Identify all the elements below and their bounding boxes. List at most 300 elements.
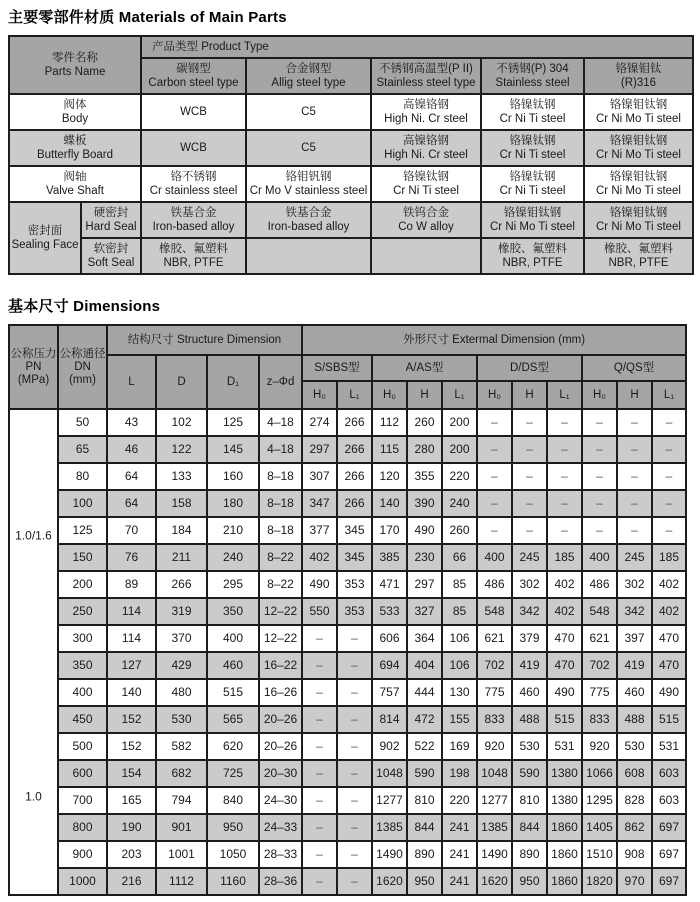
d1-cell: 725 [207, 760, 259, 787]
as-h-cell: 327 [407, 598, 442, 625]
qs-h0-cell: 920 [582, 733, 617, 760]
material-zh: 铁钨合金 [403, 207, 449, 219]
d1-cell: 1160 [207, 868, 259, 895]
dn-cell: 500 [58, 733, 107, 760]
d1-cell: 210 [207, 517, 259, 544]
qs-h-cell: – [617, 490, 652, 517]
material-zh: 铬镍钼钛钢 [503, 207, 562, 219]
l-cell: 203 [107, 841, 156, 868]
d1-cell: 460 [207, 652, 259, 679]
sbs-h0-cell: – [302, 841, 337, 868]
d1-cell: 125 [207, 409, 259, 436]
materials-title: 主要零部件材质 Materials of Main Parts [8, 9, 287, 26]
qs-l1-cell: 470 [652, 625, 686, 652]
l-cell: 114 [107, 598, 156, 625]
d-cell: 319 [156, 598, 207, 625]
dn-cell: 80 [58, 463, 107, 490]
dn-cell: 150 [58, 544, 107, 571]
l-cell: 216 [107, 868, 156, 895]
d-cell: 480 [156, 679, 207, 706]
part-name-cell [9, 94, 141, 130]
material-en: Cr Ni Ti steel [393, 185, 459, 197]
d1-cell: 295 [207, 571, 259, 598]
ds-l1-cell: 402 [547, 571, 582, 598]
soft-seal-cell [81, 238, 141, 274]
material-en: High Ni. Cr steel [384, 113, 468, 125]
sbs-h0-cell: 550 [302, 598, 337, 625]
material-cell [141, 238, 246, 274]
parts-name-zh: 零件名称 [52, 52, 98, 64]
ds-l1-cell: – [547, 436, 582, 463]
sbs-l1-cell: 266 [337, 436, 372, 463]
qs-l1-cell: 697 [652, 841, 686, 868]
ds-h0-cell: 920 [477, 733, 512, 760]
seal-type-zh: 硬密封 [93, 207, 129, 219]
as-l1-cell: 106 [442, 625, 477, 652]
ds-h-cell: 460 [512, 679, 547, 706]
d1-cell: 515 [207, 679, 259, 706]
qs-h0-cell: 775 [582, 679, 617, 706]
as-h-cell: 364 [407, 625, 442, 652]
materials-row-body [9, 94, 693, 130]
d1-cell: 160 [207, 463, 259, 490]
dn-cell: 600 [58, 760, 107, 787]
material-cell [246, 202, 371, 238]
d1-col-header: D₁ [207, 355, 259, 409]
as-l1-cell: 198 [442, 760, 477, 787]
as-l1-cell: 220 [442, 463, 477, 490]
ds-h0-cell: 702 [477, 652, 512, 679]
sbs-l1-cell: – [337, 868, 372, 895]
material-zh: WCB [180, 106, 207, 118]
col-header-en: Carbon steel type [148, 77, 239, 89]
col-header-alloy-steel [246, 58, 371, 94]
material-zh: 橡胶、氟塑料 [604, 243, 673, 255]
sbs-l1-cell: 353 [337, 571, 372, 598]
d1-cell: 620 [207, 733, 259, 760]
dimension-row [9, 625, 686, 652]
ds-h0-cell: 1620 [477, 868, 512, 895]
material-cell [584, 94, 693, 130]
d-cell: 582 [156, 733, 207, 760]
material-cell [371, 94, 481, 130]
sbs-h0-cell: – [302, 733, 337, 760]
ds-l1-cell: – [547, 490, 582, 517]
material-en: Cr stainless steel [149, 185, 238, 197]
col-header-zh: 不锈钢高温型(P II) [379, 63, 473, 75]
dn-header-unit: (mm) [69, 373, 96, 386]
d-cell: 901 [156, 814, 207, 841]
ds-h0-cell: 1277 [477, 787, 512, 814]
material-cell [481, 166, 584, 202]
dimension-row [9, 490, 686, 517]
sbs-h0-cell: – [302, 706, 337, 733]
as-h0-cell: 902 [372, 733, 407, 760]
as-h0-cell: 1490 [372, 841, 407, 868]
material-cell [141, 166, 246, 202]
as-h-cell: 260 [407, 409, 442, 436]
ds-h-cell: 245 [512, 544, 547, 571]
d1-cell: 565 [207, 706, 259, 733]
col-header-r316 [584, 58, 693, 94]
qs-h0-cell: 702 [582, 652, 617, 679]
l-cell: 190 [107, 814, 156, 841]
qs-l1-cell: 531 [652, 733, 686, 760]
pn-value-group-2: 1.0 [25, 789, 42, 804]
material-zh: 橡胶、氟塑料 [498, 243, 567, 255]
qs-l1-cell: – [652, 409, 686, 436]
material-en: NBR, PTFE [502, 257, 563, 269]
dimension-row [9, 868, 686, 895]
as-l1-cell: 169 [442, 733, 477, 760]
sbs-h0-cell: 402 [302, 544, 337, 571]
col-header-stainless-high-temp [371, 58, 481, 94]
dimensions-header-row-2 [9, 355, 686, 381]
as-l1-header: L₁ [442, 381, 477, 409]
ds-h0-cell: 1490 [477, 841, 512, 868]
dn-cell: 125 [58, 517, 107, 544]
qs-l1-cell: 470 [652, 652, 686, 679]
ds-h0-cell: – [477, 490, 512, 517]
qs-h-cell: – [617, 436, 652, 463]
as-h0-cell: 1385 [372, 814, 407, 841]
d1-cell: 400 [207, 625, 259, 652]
qs-h-cell: 828 [617, 787, 652, 814]
as-h0-cell: 606 [372, 625, 407, 652]
material-en: Cr Ni Ti steel [499, 185, 566, 197]
zd-cell: 20–26 [259, 733, 302, 760]
qs-h-cell: 342 [617, 598, 652, 625]
material-en: Cr Ni Ti steel [499, 149, 566, 161]
as-l1-cell: 241 [442, 868, 477, 895]
qs-h0-cell: 400 [582, 544, 617, 571]
sbs-l1-cell: – [337, 706, 372, 733]
part-name-zh: 密封面 [27, 225, 63, 237]
material-en: Cr Ni Mo Ti steel [596, 149, 681, 161]
d1-cell: 145 [207, 436, 259, 463]
l-col-header: L [107, 355, 156, 409]
as-h0-cell: 115 [372, 436, 407, 463]
material-cell [584, 166, 693, 202]
d1-cell: 350 [207, 598, 259, 625]
material-zh: 高镍铬钢 [403, 99, 449, 111]
l-cell: 76 [107, 544, 156, 571]
qs-l1-header: L₁ [652, 381, 686, 409]
qs-h-cell: 460 [617, 679, 652, 706]
material-en: Cr Mo V stainless steel [249, 185, 368, 197]
qs-h-cell: 908 [617, 841, 652, 868]
parts-name-en: Parts Name [44, 66, 106, 78]
ds-h0-cell: 1385 [477, 814, 512, 841]
qs-l1-cell: – [652, 436, 686, 463]
as-l1-cell: 220 [442, 787, 477, 814]
sbs-l1-cell: – [337, 841, 372, 868]
seal-type-zh: 软密封 [93, 243, 129, 255]
material-cell [246, 94, 371, 130]
material-zh: WCB [180, 142, 207, 154]
d-cell: 429 [156, 652, 207, 679]
zd-cell: 16–26 [259, 679, 302, 706]
ds-h0-cell: 775 [477, 679, 512, 706]
as-h-cell: 355 [407, 463, 442, 490]
hard-seal-cell [81, 202, 141, 238]
zd-cell: 4–18 [259, 436, 302, 463]
qs-l1-cell: – [652, 490, 686, 517]
sbs-l1-cell: 345 [337, 517, 372, 544]
dn-header-symbol: DN [74, 360, 91, 373]
as-h-cell: 280 [407, 436, 442, 463]
ds-h0-cell: – [477, 517, 512, 544]
material-zh: 橡胶、氟塑料 [159, 243, 228, 255]
d-cell: 266 [156, 571, 207, 598]
qs-h0-cell: 833 [582, 706, 617, 733]
ds-l1-cell: 1860 [547, 814, 582, 841]
ds-l1-header: L₁ [547, 381, 582, 409]
as-l1-cell: 66 [442, 544, 477, 571]
sbs-h0-cell: – [302, 652, 337, 679]
pn-header-zh: 公称压力 [10, 347, 57, 360]
ds-h-cell: 890 [512, 841, 547, 868]
as-h-cell: 950 [407, 868, 442, 895]
as-l1-cell: 130 [442, 679, 477, 706]
material-cell [481, 130, 584, 166]
qs-h0-cell: 1295 [582, 787, 617, 814]
sbs-l1-cell: 266 [337, 490, 372, 517]
sbs-l1-cell: – [337, 652, 372, 679]
dn-header-zh: 公称通径 [59, 347, 106, 360]
col-header-en: (R)316 [620, 77, 657, 89]
zd-cell: 12–22 [259, 598, 302, 625]
ds-h0-cell: – [477, 463, 512, 490]
qs-l1-cell: 490 [652, 679, 686, 706]
type-group-ds: D/DS型 [477, 355, 582, 381]
as-h-cell: 490 [407, 517, 442, 544]
zd-col-header: z–Φd [259, 355, 302, 409]
d-cell: 158 [156, 490, 207, 517]
materials-table [8, 35, 694, 275]
sbs-l1-cell: – [337, 733, 372, 760]
material-cell [371, 202, 481, 238]
ds-h-cell: 302 [512, 571, 547, 598]
sbs-l1-cell: – [337, 814, 372, 841]
part-name-zh: 阀体 [63, 99, 87, 111]
dn-cell: 700 [58, 787, 107, 814]
seal-type-en: Soft Seal [87, 257, 135, 269]
qs-h-cell: 302 [617, 571, 652, 598]
qs-l1-cell: 402 [652, 571, 686, 598]
dn-cell: 350 [58, 652, 107, 679]
qs-h0-cell: – [582, 409, 617, 436]
as-l1-cell: 241 [442, 841, 477, 868]
zd-cell: 28–36 [259, 868, 302, 895]
d-cell: 530 [156, 706, 207, 733]
material-zh: C5 [301, 142, 316, 154]
qs-h0-cell: 621 [582, 625, 617, 652]
ds-h0-cell: 400 [477, 544, 512, 571]
as-h-cell: 810 [407, 787, 442, 814]
sbs-l1-header: L₁ [337, 381, 372, 409]
dimension-row [9, 463, 686, 490]
qs-h0-header: H₀ [582, 381, 617, 409]
col-header-stainless-304 [481, 58, 584, 94]
part-name-zh: 蝶板 [63, 135, 87, 147]
qs-h0-cell: – [582, 517, 617, 544]
zd-cell: 20–30 [259, 760, 302, 787]
qs-h-cell: 488 [617, 706, 652, 733]
ds-l1-cell: 185 [547, 544, 582, 571]
ds-l1-cell: – [547, 517, 582, 544]
dn-cell: 1000 [58, 868, 107, 895]
ds-l1-cell: 470 [547, 652, 582, 679]
ds-l1-cell: 515 [547, 706, 582, 733]
ds-h0-cell: – [477, 409, 512, 436]
as-h0-cell: 757 [372, 679, 407, 706]
dn-cell: 300 [58, 625, 107, 652]
sbs-h0-cell: – [302, 814, 337, 841]
qs-h-cell: 862 [617, 814, 652, 841]
qs-h0-cell: 1510 [582, 841, 617, 868]
as-h0-cell: 1620 [372, 868, 407, 895]
dimension-row [9, 679, 686, 706]
d1-cell: 950 [207, 814, 259, 841]
d-cell: 133 [156, 463, 207, 490]
ds-h0-header: H₀ [477, 381, 512, 409]
dimension-row [9, 706, 686, 733]
ds-h0-cell: 548 [477, 598, 512, 625]
pn-header [9, 325, 58, 409]
as-h-cell: 472 [407, 706, 442, 733]
ds-h-cell: 950 [512, 868, 547, 895]
ds-h-cell: – [512, 517, 547, 544]
ds-l1-cell: – [547, 463, 582, 490]
as-h0-header: H₀ [372, 381, 407, 409]
as-l1-cell: 200 [442, 436, 477, 463]
d-cell: 1112 [156, 868, 207, 895]
ds-h-cell: 419 [512, 652, 547, 679]
as-h0-cell: 694 [372, 652, 407, 679]
qs-h-cell: – [617, 517, 652, 544]
zd-cell: 20–26 [259, 706, 302, 733]
sbs-l1-cell: – [337, 625, 372, 652]
qs-l1-cell: – [652, 463, 686, 490]
sbs-h0-cell: 274 [302, 409, 337, 436]
seal-type-en: Hard Seal [85, 221, 137, 233]
materials-row-soft-seal [9, 238, 693, 274]
ds-h-cell: 379 [512, 625, 547, 652]
as-l1-cell: 85 [442, 571, 477, 598]
dn-cell: 800 [58, 814, 107, 841]
d-cell: 122 [156, 436, 207, 463]
material-zh: 铬镍钼钛钢 [609, 207, 668, 219]
zd-cell: 16–22 [259, 652, 302, 679]
d1-cell: 180 [207, 490, 259, 517]
sbs-h0-cell: 377 [302, 517, 337, 544]
qs-h0-cell: – [582, 436, 617, 463]
material-en: NBR, PTFE [608, 257, 669, 269]
ds-h-cell: 530 [512, 733, 547, 760]
as-l1-cell: 85 [442, 598, 477, 625]
as-h0-cell: 140 [372, 490, 407, 517]
dimension-row [9, 409, 686, 436]
external-dimension-header: 外形尺寸 Extermal Dimension (mm) [302, 325, 686, 355]
sbs-h0-cell: – [302, 679, 337, 706]
material-en: Cr Ni Mo Ti steel [596, 185, 681, 197]
dn-cell: 100 [58, 490, 107, 517]
qs-h-cell: 397 [617, 625, 652, 652]
as-l1-cell: 155 [442, 706, 477, 733]
ds-h-cell: – [512, 490, 547, 517]
material-zh: 铁基合金 [170, 207, 217, 219]
as-h-cell: 844 [407, 814, 442, 841]
dimension-row [9, 814, 686, 841]
ds-l1-cell: 1380 [547, 760, 582, 787]
sbs-l1-cell: 345 [337, 544, 372, 571]
as-h0-cell: 170 [372, 517, 407, 544]
d1-cell: 1050 [207, 841, 259, 868]
qs-l1-cell: 603 [652, 787, 686, 814]
sbs-h0-cell: – [302, 787, 337, 814]
materials-row-butterfly-board [9, 130, 693, 166]
structure-dimension-header: 结构尺寸 Structure Dimension [107, 325, 302, 355]
as-l1-cell: 106 [442, 652, 477, 679]
part-name-cell [9, 166, 141, 202]
material-cell [141, 202, 246, 238]
l-cell: 165 [107, 787, 156, 814]
material-en: NBR, PTFE [163, 257, 224, 269]
as-h0-cell: 1048 [372, 760, 407, 787]
as-h0-cell: 814 [372, 706, 407, 733]
material-cell [584, 238, 693, 274]
material-cell [584, 130, 693, 166]
dimension-row [9, 571, 686, 598]
l-cell: 152 [107, 706, 156, 733]
qs-l1-cell: 697 [652, 814, 686, 841]
as-l1-cell: 241 [442, 814, 477, 841]
ds-h0-cell: 486 [477, 571, 512, 598]
qs-h0-cell: 1066 [582, 760, 617, 787]
sbs-h0-cell: 307 [302, 463, 337, 490]
as-h-header: H [407, 381, 442, 409]
sbs-l1-cell: 266 [337, 463, 372, 490]
qs-h-cell: 419 [617, 652, 652, 679]
qs-h-header: H [617, 381, 652, 409]
l-cell: 46 [107, 436, 156, 463]
material-cell [246, 130, 371, 166]
materials-row-hard-seal [9, 202, 693, 238]
ds-h0-cell: 833 [477, 706, 512, 733]
ds-l1-cell: 531 [547, 733, 582, 760]
dimension-row [9, 436, 686, 463]
l-cell: 127 [107, 652, 156, 679]
ds-l1-cell: 1380 [547, 787, 582, 814]
sbs-l1-cell: – [337, 787, 372, 814]
dn-cell: 900 [58, 841, 107, 868]
ds-l1-cell: 470 [547, 625, 582, 652]
type-group-qs: Q/QS型 [582, 355, 686, 381]
ds-l1-cell: – [547, 409, 582, 436]
l-cell: 70 [107, 517, 156, 544]
as-h-cell: 890 [407, 841, 442, 868]
qs-h-cell: – [617, 463, 652, 490]
as-h-cell: 297 [407, 571, 442, 598]
ds-h-cell: – [512, 463, 547, 490]
qs-h0-cell: 486 [582, 571, 617, 598]
qs-h-cell: 970 [617, 868, 652, 895]
qs-l1-cell: – [652, 517, 686, 544]
material-cell [246, 166, 371, 202]
qs-h-cell: – [617, 409, 652, 436]
ds-l1-cell: 1860 [547, 841, 582, 868]
